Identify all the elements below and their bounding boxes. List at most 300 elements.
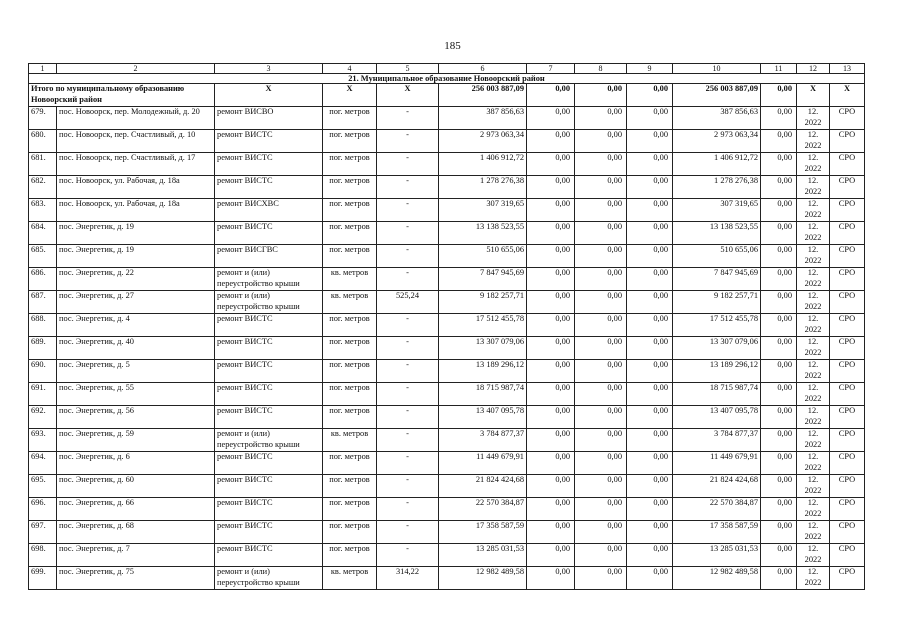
local-budget-cell: 0,00 [627,314,673,337]
total-cost-cell: 22 570 384,87 [439,498,527,521]
fund-cell: 0,00 [527,153,575,176]
area-cell: - [377,429,439,452]
column-number: 7 [527,64,575,74]
work-type-cell: ремонт ВИСГВС [215,245,323,268]
unit-cell: пог. метров [323,544,377,567]
local-budget-cell: 0,00 [627,153,673,176]
table-row [29,452,865,475]
table-row [29,406,865,429]
budget-cell: 0,00 [575,153,627,176]
other-funds-cell: 0,00 [761,153,797,176]
table-row [29,567,865,590]
method-cell: СРО [830,130,865,153]
method-cell: СРО [830,107,865,130]
column-number: 6 [439,64,527,74]
total-cell: X [323,84,377,107]
owner-funds-cell: 510 655,06 [673,245,761,268]
total-cost-cell: 9 182 257,71 [439,291,527,314]
table-row [29,130,865,153]
budget-cell: 0,00 [575,360,627,383]
method-cell: СРО [830,383,865,406]
other-funds-cell: 0,00 [761,452,797,475]
total-cost-cell: 12 982 489,58 [439,567,527,590]
row-number: 697. [29,521,57,544]
owner-funds-cell: 2 973 063,34 [673,130,761,153]
deadline-cell: 12. 2022 [797,176,830,199]
method-cell: СРО [830,176,865,199]
address-cell: пос. Энергетик, д. 60 [57,475,215,498]
table-row [29,475,865,498]
total-cost-cell: 387 856,63 [439,107,527,130]
total-cost-cell: 2 973 063,34 [439,130,527,153]
area-cell: - [377,498,439,521]
fund-cell: 0,00 [527,314,575,337]
owner-funds-cell: 17 358 587,59 [673,521,761,544]
column-number: 1 [29,64,57,74]
address-cell: пос. Энергетик, д. 59 [57,429,215,452]
unit-cell: кв. метров [323,429,377,452]
area-cell: - [377,544,439,567]
total-cost-cell: 21 824 424,68 [439,475,527,498]
deadline-cell: 12. 2022 [797,429,830,452]
total-row [29,84,865,107]
address-cell: пос. Энергетик, д. 5 [57,360,215,383]
budget-cell: 0,00 [575,544,627,567]
row-number: 686. [29,268,57,291]
budget-cell: 0,00 [575,130,627,153]
address-cell: пос. Энергетик, д. 75 [57,567,215,590]
unit-cell: пог. метров [323,360,377,383]
total-cost: 256 003 887,09 [439,84,527,107]
work-type-cell: ремонт ВИСТС [215,337,323,360]
owner-funds-cell: 13 285 031,53 [673,544,761,567]
unit-cell: пог. метров [323,521,377,544]
deadline-cell: 12. 2022 [797,406,830,429]
method-cell: СРО [830,291,865,314]
section-title-row [29,74,865,84]
unit-cell: пог. метров [323,153,377,176]
row-number: 690. [29,360,57,383]
area-cell: - [377,452,439,475]
work-type-cell: ремонт ВИСТС [215,521,323,544]
fund-cell: 0,00 [527,406,575,429]
deadline-cell: 12. 2022 [797,544,830,567]
local-budget-cell: 0,00 [627,222,673,245]
deadline-cell: 12. 2022 [797,521,830,544]
local-budget-cell: 0,00 [627,544,673,567]
page-number: 185 [444,40,461,52]
deadline-cell: 12. 2022 [797,567,830,590]
total-cost-cell: 1 278 276,38 [439,176,527,199]
area-cell: - [377,176,439,199]
area-cell: - [377,337,439,360]
area-cell: - [377,107,439,130]
budget-cell: 0,00 [575,383,627,406]
local-budget-cell: 0,00 [627,268,673,291]
method-cell: СРО [830,498,865,521]
column-number: 2 [57,64,215,74]
unit-cell: пог. метров [323,383,377,406]
fund-cell: 0,00 [527,475,575,498]
fund-cell: 0,00 [527,452,575,475]
other-funds-cell: 0,00 [761,521,797,544]
local-budget-cell: 0,00 [627,475,673,498]
table-row [29,544,865,567]
table-row [29,360,865,383]
address-cell: пос. Энергетик, д. 27 [57,291,215,314]
unit-cell: кв. метров [323,291,377,314]
address-cell: пос. Новоорск, пер. Молодежный, д. 20 [57,107,215,130]
method-cell: СРО [830,406,865,429]
address-cell: пос. Энергетик, д. 6 [57,452,215,475]
local-budget-cell: 0,00 [627,199,673,222]
budget-cell: 0,00 [575,222,627,245]
row-number: 680. [29,130,57,153]
work-type-cell: ремонт ВИСТС [215,475,323,498]
owner-funds-cell: 13 189 296,12 [673,360,761,383]
owner-funds-cell: 387 856,63 [673,107,761,130]
work-type-cell: ремонт ВИСТС [215,544,323,567]
column-number: 11 [761,64,797,74]
total-cell: X [797,84,830,107]
table-row [29,107,865,130]
method-cell: СРО [830,153,865,176]
fund-cell: 0,00 [527,383,575,406]
budget-cell: 0,00 [575,291,627,314]
column-number: 5 [377,64,439,74]
method-cell: СРО [830,268,865,291]
owner-funds-cell: 22 570 384,87 [673,498,761,521]
area-cell: - [377,383,439,406]
work-type-cell: ремонт ВИСТС [215,383,323,406]
other-funds-cell: 0,00 [761,567,797,590]
unit-cell: кв. метров [323,268,377,291]
deadline-cell: 12. 2022 [797,291,830,314]
table-row [29,498,865,521]
total-cost-cell: 3 784 877,37 [439,429,527,452]
table-row [29,199,865,222]
row-number: 694. [29,452,57,475]
fund-cell: 0,00 [527,498,575,521]
budget-cell: 0,00 [575,567,627,590]
capital-repair-table [28,63,865,590]
other-funds-cell: 0,00 [761,245,797,268]
column-number: 3 [215,64,323,74]
local-budget-cell: 0,00 [627,107,673,130]
work-type-cell: ремонт и (или) переустройство крыши [215,291,323,314]
budget-cell: 0,00 [575,475,627,498]
total-cost-cell: 13 407 095,78 [439,406,527,429]
table-row [29,153,865,176]
owner-funds-cell: 11 449 679,91 [673,452,761,475]
unit-cell: пог. метров [323,452,377,475]
method-cell: СРО [830,452,865,475]
budget-cell: 0,00 [575,429,627,452]
budget-cell: 0,00 [575,498,627,521]
other-funds-cell: 0,00 [761,199,797,222]
work-type-cell: ремонт ВИСХВС [215,199,323,222]
other-funds-cell: 0,00 [761,383,797,406]
row-number: 688. [29,314,57,337]
fund-cell: 0,00 [527,567,575,590]
other-funds-cell: 0,00 [761,360,797,383]
row-number: 681. [29,153,57,176]
work-type-cell: ремонт ВИСТС [215,498,323,521]
row-number: 699. [29,567,57,590]
owner-funds-cell: 1 406 912,72 [673,153,761,176]
total-cell: X [830,84,865,107]
work-type-cell: ремонт ВИСТС [215,314,323,337]
owner-funds-cell: 7 847 945,69 [673,268,761,291]
column-number: 9 [627,64,673,74]
fund-cell: 0,00 [527,291,575,314]
other-funds-cell: 0,00 [761,406,797,429]
fund-cell: 0,00 [527,199,575,222]
deadline-cell: 12. 2022 [797,245,830,268]
deadline-cell: 12. 2022 [797,199,830,222]
total-cell: 0,00 [575,84,627,107]
area-cell: - [377,314,439,337]
other-funds-cell: 0,00 [761,268,797,291]
row-number: 685. [29,245,57,268]
other-funds-cell: 0,00 [761,222,797,245]
total-label: Итого по муниципальному образованию Новоорский район [29,84,215,107]
row-number: 692. [29,406,57,429]
other-funds-cell: 0,00 [761,130,797,153]
unit-cell: пог. метров [323,222,377,245]
row-number: 684. [29,222,57,245]
method-cell: СРО [830,567,865,590]
owner-funds-cell: 21 824 424,68 [673,475,761,498]
budget-cell: 0,00 [575,406,627,429]
total-cell: 0,00 [627,84,673,107]
fund-cell: 0,00 [527,176,575,199]
other-funds-cell: 0,00 [761,291,797,314]
budget-cell: 0,00 [575,176,627,199]
other-funds-cell: 0,00 [761,337,797,360]
section-title: 21. Муниципальное образование Новоорский район [29,74,865,84]
owner-funds-cell: 1 278 276,38 [673,176,761,199]
work-type-cell: ремонт ВИСТС [215,360,323,383]
owner-funds-cell: 9 182 257,71 [673,291,761,314]
total-cell: 0,00 [761,84,797,107]
column-number: 8 [575,64,627,74]
address-cell: пос. Энергетик, д. 66 [57,498,215,521]
deadline-cell: 12. 2022 [797,107,830,130]
fund-cell: 0,00 [527,107,575,130]
table-row [29,268,865,291]
address-cell: пос. Новоорск, ул. Рабочая, д. 18а [57,199,215,222]
deadline-cell: 12. 2022 [797,383,830,406]
unit-cell: пог. метров [323,498,377,521]
column-number: 12 [797,64,830,74]
method-cell: СРО [830,360,865,383]
table-row [29,245,865,268]
local-budget-cell: 0,00 [627,337,673,360]
row-number: 691. [29,383,57,406]
local-budget-cell: 0,00 [627,291,673,314]
other-funds-cell: 0,00 [761,314,797,337]
owner-funds-cell: 13 407 095,78 [673,406,761,429]
row-number: 683. [29,199,57,222]
total-cost-cell: 11 449 679,91 [439,452,527,475]
local-budget-cell: 0,00 [627,360,673,383]
row-number: 695. [29,475,57,498]
address-cell: пос. Энергетик, д. 55 [57,383,215,406]
unit-cell: пог. метров [323,199,377,222]
total-cost-cell: 17 512 455,78 [439,314,527,337]
budget-cell: 0,00 [575,337,627,360]
fund-cell: 0,00 [527,360,575,383]
column-number: 10 [673,64,761,74]
address-cell: пос. Энергетик, д. 19 [57,222,215,245]
budget-cell: 0,00 [575,314,627,337]
local-budget-cell: 0,00 [627,130,673,153]
budget-cell: 0,00 [575,245,627,268]
deadline-cell: 12. 2022 [797,153,830,176]
other-funds-cell: 0,00 [761,475,797,498]
area-cell: - [377,360,439,383]
area-cell: - [377,130,439,153]
method-cell: СРО [830,337,865,360]
local-budget-cell: 0,00 [627,406,673,429]
column-number-row [29,64,865,74]
table-row [29,521,865,544]
work-type-cell: ремонт и (или) переустройство крыши [215,268,323,291]
area-cell: 314,22 [377,567,439,590]
work-type-cell: ремонт ВИСТС [215,130,323,153]
method-cell: СРО [830,199,865,222]
owner-funds-cell: 12 982 489,58 [673,567,761,590]
table-row [29,314,865,337]
address-cell: пос. Энергетик, д. 7 [57,544,215,567]
unit-cell: пог. метров [323,406,377,429]
deadline-cell: 12. 2022 [797,360,830,383]
work-type-cell: ремонт ВИСТС [215,406,323,429]
address-cell: пос. Энергетик, д. 22 [57,268,215,291]
fund-cell: 0,00 [527,268,575,291]
budget-cell: 0,00 [575,199,627,222]
local-budget-cell: 0,00 [627,176,673,199]
budget-cell: 0,00 [575,268,627,291]
fund-cell: 0,00 [527,521,575,544]
address-cell: пос. Новоорск, пер. Счастливый, д. 10 [57,130,215,153]
deadline-cell: 12. 2022 [797,498,830,521]
total-cost-cell: 17 358 587,59 [439,521,527,544]
owner-funds-cell: 307 319,65 [673,199,761,222]
fund-cell: 0,00 [527,222,575,245]
area-cell: 525,24 [377,291,439,314]
method-cell: СРО [830,429,865,452]
area-cell: - [377,222,439,245]
row-number: 696. [29,498,57,521]
total-cell: 0,00 [527,84,575,107]
area-cell: - [377,521,439,544]
unit-cell: пог. метров [323,475,377,498]
method-cell: СРО [830,521,865,544]
table-row [29,176,865,199]
budget-cell: 0,00 [575,452,627,475]
method-cell: СРО [830,314,865,337]
other-funds-cell: 0,00 [761,498,797,521]
method-cell: СРО [830,475,865,498]
other-funds-cell: 0,00 [761,429,797,452]
fund-cell: 0,00 [527,245,575,268]
column-number: 4 [323,64,377,74]
work-type-cell: ремонт и (или) переустройство крыши [215,429,323,452]
deadline-cell: 12. 2022 [797,314,830,337]
local-budget-cell: 0,00 [627,452,673,475]
deadline-cell: 12. 2022 [797,268,830,291]
owner-funds-cell: 13 307 079,06 [673,337,761,360]
address-cell: пос. Энергетик, д. 40 [57,337,215,360]
table-row [29,383,865,406]
local-budget-cell: 0,00 [627,521,673,544]
local-budget-cell: 0,00 [627,429,673,452]
other-funds-cell: 0,00 [761,176,797,199]
unit-cell: пог. метров [323,130,377,153]
total-cell: 256 003 887,09 [673,84,761,107]
local-budget-cell: 0,00 [627,567,673,590]
address-cell: пос. Энергетик, д. 4 [57,314,215,337]
table-row [29,429,865,452]
column-number: 13 [830,64,865,74]
method-cell: СРО [830,544,865,567]
work-type-cell: ремонт ВИСТС [215,452,323,475]
owner-funds-cell: 13 138 523,55 [673,222,761,245]
area-cell: - [377,475,439,498]
owner-funds-cell: 18 715 987,74 [673,383,761,406]
method-cell: СРО [830,222,865,245]
unit-cell: кв. метров [323,567,377,590]
row-number: 698. [29,544,57,567]
area-cell: - [377,268,439,291]
total-cell: X [215,84,323,107]
deadline-cell: 12. 2022 [797,475,830,498]
address-cell: пос. Новоорск, пер. Счастливый, д. 17 [57,153,215,176]
budget-cell: 0,00 [575,107,627,130]
table-body [29,64,865,590]
area-cell: - [377,199,439,222]
local-budget-cell: 0,00 [627,383,673,406]
total-cost-cell: 13 307 079,06 [439,337,527,360]
address-cell: пос. Новоорск, ул. Рабочая, д. 18а [57,176,215,199]
unit-cell: пог. метров [323,176,377,199]
fund-cell: 0,00 [527,337,575,360]
area-cell: - [377,406,439,429]
local-budget-cell: 0,00 [627,245,673,268]
address-cell: пос. Энергетик, д. 68 [57,521,215,544]
row-number: 689. [29,337,57,360]
row-number: 682. [29,176,57,199]
work-type-cell: ремонт и (или) переустройство крыши [215,567,323,590]
table-row [29,222,865,245]
deadline-cell: 12. 2022 [797,130,830,153]
total-cost-cell: 1 406 912,72 [439,153,527,176]
row-number: 693. [29,429,57,452]
work-type-cell: ремонт ВИСТС [215,176,323,199]
total-cost-cell: 13 285 031,53 [439,544,527,567]
other-funds-cell: 0,00 [761,107,797,130]
total-cost-cell: 510 655,06 [439,245,527,268]
owner-funds-cell: 17 512 455,78 [673,314,761,337]
address-cell: пос. Энергетик, д. 19 [57,245,215,268]
area-cell: - [377,153,439,176]
row-number: 679. [29,107,57,130]
total-cost-cell: 307 319,65 [439,199,527,222]
table-row [29,337,865,360]
unit-cell: пог. метров [323,314,377,337]
